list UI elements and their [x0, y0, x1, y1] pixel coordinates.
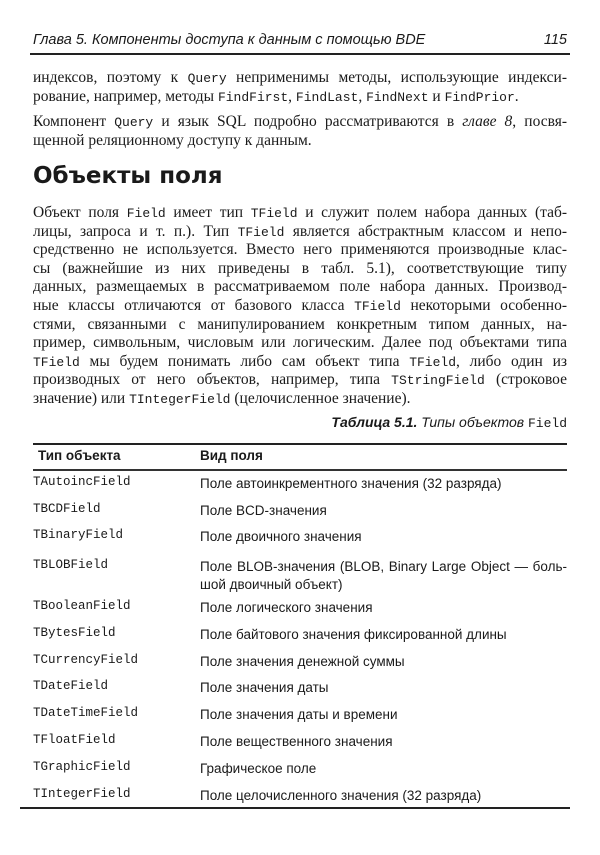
inline-code: FindLast [295, 90, 359, 105]
text-run: индексов, поэтому к [33, 69, 188, 86]
field-description: Поле целочисленного значения (32 разряда) [200, 788, 482, 803]
text-run: Компонент [33, 113, 115, 130]
inline-code: FindNext [366, 90, 429, 105]
text-run: , [288, 88, 296, 105]
field-description: Графическое поле [200, 761, 317, 776]
field-type: TCurrencyField [33, 653, 139, 667]
text-line [33, 112, 567, 131]
table-caption [331, 414, 567, 431]
inline-code: Query [114, 115, 154, 130]
inline-code: TField [250, 206, 298, 221]
caption-code: Field [527, 416, 567, 431]
text-run: (целочисленное значение). [230, 390, 411, 407]
caption-text: Типы объектов [417, 414, 528, 430]
section-title: Объекты поля [33, 163, 223, 189]
text-run: , посвя- [512, 113, 567, 130]
inline-code: TField [237, 224, 285, 240]
field-type: TFloatField [33, 733, 116, 747]
field-type: TAutoincField [33, 475, 131, 489]
field-description: Поле логического значения [200, 600, 373, 615]
text-run: имеет тип [165, 204, 251, 221]
field-type: TBytesField [33, 626, 116, 640]
text-run: сы (важнейшие из них приведены в табл. 5.1), соответствующие типу [33, 259, 567, 277]
table-top-rule [33, 443, 567, 445]
field-type: TBLOBField [33, 558, 109, 572]
field-type: TDateField [33, 679, 109, 693]
text-run: и [428, 88, 445, 105]
running-header [33, 32, 567, 52]
text-run: Объект поля [33, 204, 127, 221]
text-line [33, 222, 567, 241]
text-run: рование, например, методы [33, 88, 218, 105]
text-line [33, 259, 567, 278]
table-bottom-rule [20, 807, 570, 809]
inline-code: TField [409, 354, 457, 370]
text-line [33, 296, 567, 315]
text-run: данных, размещаемых в рассматриваемом поле набора данных. Производ- [33, 278, 567, 296]
field-description: Поле байтового значения фиксированной длины [200, 627, 507, 642]
field-description: Поле вещественного значения [200, 734, 393, 749]
text-run: и язык SQL подробно рассматриваются в [153, 113, 463, 130]
text-run: значение) или [33, 390, 130, 407]
text-run: средственно не используется. Вместо него применяются производные клас- [33, 241, 567, 259]
text-run: лицы, запроса и т. п.). Тип [33, 222, 238, 240]
field-type: TBinaryField [33, 528, 124, 542]
field-description: Поле значения денежной суммы [200, 654, 405, 669]
field-type: TDateTimeField [33, 706, 139, 720]
chapter-title: Глава 5. Компоненты доступа к данным с помощью BDE [33, 32, 426, 48]
field-description: Поле значения даты и времени [200, 707, 398, 722]
column-header-kind: Вид поля [200, 448, 263, 463]
field-description: Поле двоичного значения [200, 529, 362, 544]
field-description: Поле BLOB-значения (BLOB, Binary Large Object — боль-шой двоичный объект) [200, 559, 567, 592]
text-run: неприменимы методы, использующие индекси- [226, 69, 567, 86]
inline-code: Field [126, 206, 166, 221]
field-type: TGraphicField [33, 760, 131, 774]
text-run: пример, символьным, числовым или логическим. Далее под объектами типа [33, 334, 567, 352]
text-run: стями, связанными с манипулированием конкретным типом данных, на- [33, 315, 567, 333]
text-run: , либо один из [456, 352, 567, 370]
text-run: ные классы отличаются от базового класса [33, 297, 355, 314]
text-line [33, 352, 567, 371]
inline-code: TIntegerField [129, 392, 231, 407]
text-run: мы будем понимать либо сам объект типа [79, 352, 410, 370]
text-line [33, 131, 567, 150]
text-line [33, 315, 567, 334]
field-type: TIntegerField [33, 787, 131, 801]
field-type: TBCDField [33, 502, 101, 516]
text-run: некоторыми особенно- [400, 297, 567, 314]
text-run: и служит полем набора данных (таб- [297, 204, 567, 221]
text-line [33, 240, 567, 259]
text-run: (строковое [484, 371, 567, 389]
text-line [33, 277, 567, 296]
text-line [33, 333, 567, 352]
text-run: главе 8 [462, 113, 513, 130]
inline-code: TStringField [391, 373, 485, 389]
field-description: Поле значения даты [200, 680, 329, 695]
text-line [33, 389, 567, 408]
inline-code: FindPrior [444, 90, 515, 105]
text-line [33, 203, 567, 222]
text-run: щенной реляционному доступу к данным. [33, 132, 312, 149]
table-header-rule [33, 469, 567, 471]
field-description: Поле автоинкрементного значения (32 разряда) [200, 476, 502, 491]
inline-code: TField [354, 299, 401, 314]
text-run: производных от него объектов, например, типа [33, 371, 392, 389]
text-run: , [358, 88, 367, 105]
text-line [33, 87, 567, 106]
text-run: является абстрактным классом и непо- [284, 222, 567, 240]
caption-label: Таблица 5.1. [331, 414, 418, 430]
inline-code: FindFirst [217, 90, 289, 105]
text-line [33, 68, 567, 87]
header-rule [30, 53, 570, 55]
inline-code: TField [33, 354, 80, 370]
column-header-type: Тип объекта [38, 448, 121, 463]
text-run: . [514, 88, 519, 105]
inline-code: Query [187, 71, 227, 86]
field-description: Поле BCD-значения [200, 503, 327, 518]
text-line [33, 370, 567, 389]
field-type: TBooleanField [33, 599, 131, 613]
page-number: 115 [543, 32, 567, 48]
